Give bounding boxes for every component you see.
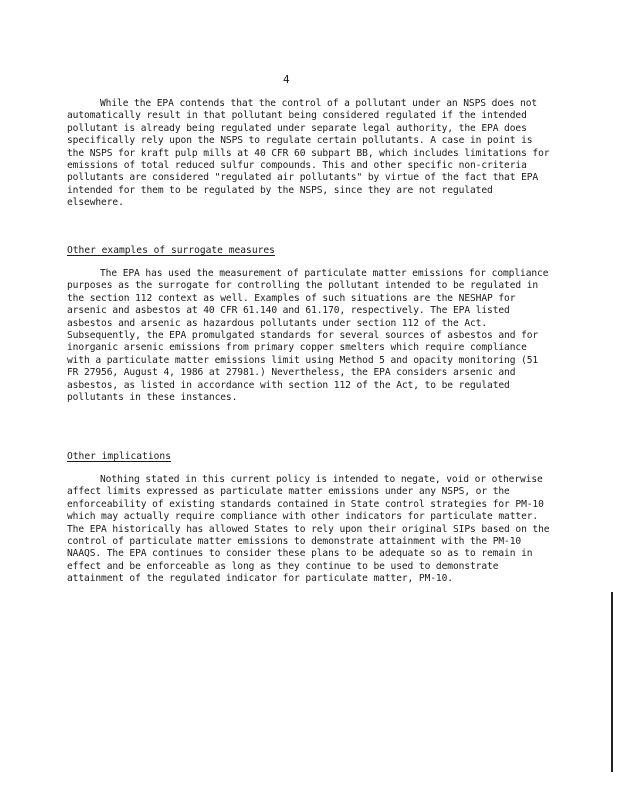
paragraph-surrogate-examples: The EPA has used the measurement of particulate matter emissions for compliance purposes as the surrogate for controlling the pollutant intended to be regulated in the section 112 context as well. Examples of such situations are the NESHAP for arsenic and asbestos at 40 CFR 61.140 and 61.170, respectively. The EPA listed asbestos and arsenic as hazardous pollutants under section 112 of the Act. Subsequently, the EPA promulgated standards for several sources of asbestos and for inorganic arsenic emissions from primary copper smelters which require compliance with a particulate matter emissions limit using Method 5 and opacity monitoring (51 FR 27956, August 4, 1986 at 27981.) Nevertheless, the EPA considers arsenic and asbestos, as listed in accordance with section 112 of the Act, to be regulated pollutants in these instances. (67, 268, 549, 404)
paragraph-other-implications: Nothing stated in this current policy is intended to negate, void or otherwise affect limits expressed as particulate matter emissions under any NSPS, or the enforceability of existing standards contained in State control strategies for PM-10 which may actually require compliance with other indicators for particulate matter. The EPA historically has allowed States to rely upon their original SIPs based on the control of particulate matter emissions to demonstrate attainment with the PM-10 NAAQS. The EPA continues to consider these plans to be adequate so as to remain in effect and be enforceable as long as they continue to be used to demonstrate attainment of the regulated indicator for particulate matter, PM-10. (67, 474, 550, 585)
section-heading-surrogate-measures: Other examples of surrogate measures (67, 245, 275, 256)
section-heading-other-implications: Other implications (67, 451, 171, 462)
page-number: 4 (283, 73, 290, 86)
scan-margin-rule (611, 592, 613, 772)
paragraph-nsps-regulated-pollutants: While the EPA contends that the control of a pollutant under an NSPS does not automatically result in that pollutant being considered regulated if the intended pollutant is already being regulated under separate legal authority, the EPA does specifically rely upon the NSPS to regulate certain pollutants. A case in point is the NSPS for kraft pulp mills at 40 CFR 60 subpart BB, which includes limitations for emissions of total reduced sulfur compounds. This and other specific non-criteria pollutants are considered "regulated air pollutants" by virtue of the fact that EPA intended for them to be regulated by the NSPS, since they are not regulated elsewhere. (67, 98, 550, 209)
